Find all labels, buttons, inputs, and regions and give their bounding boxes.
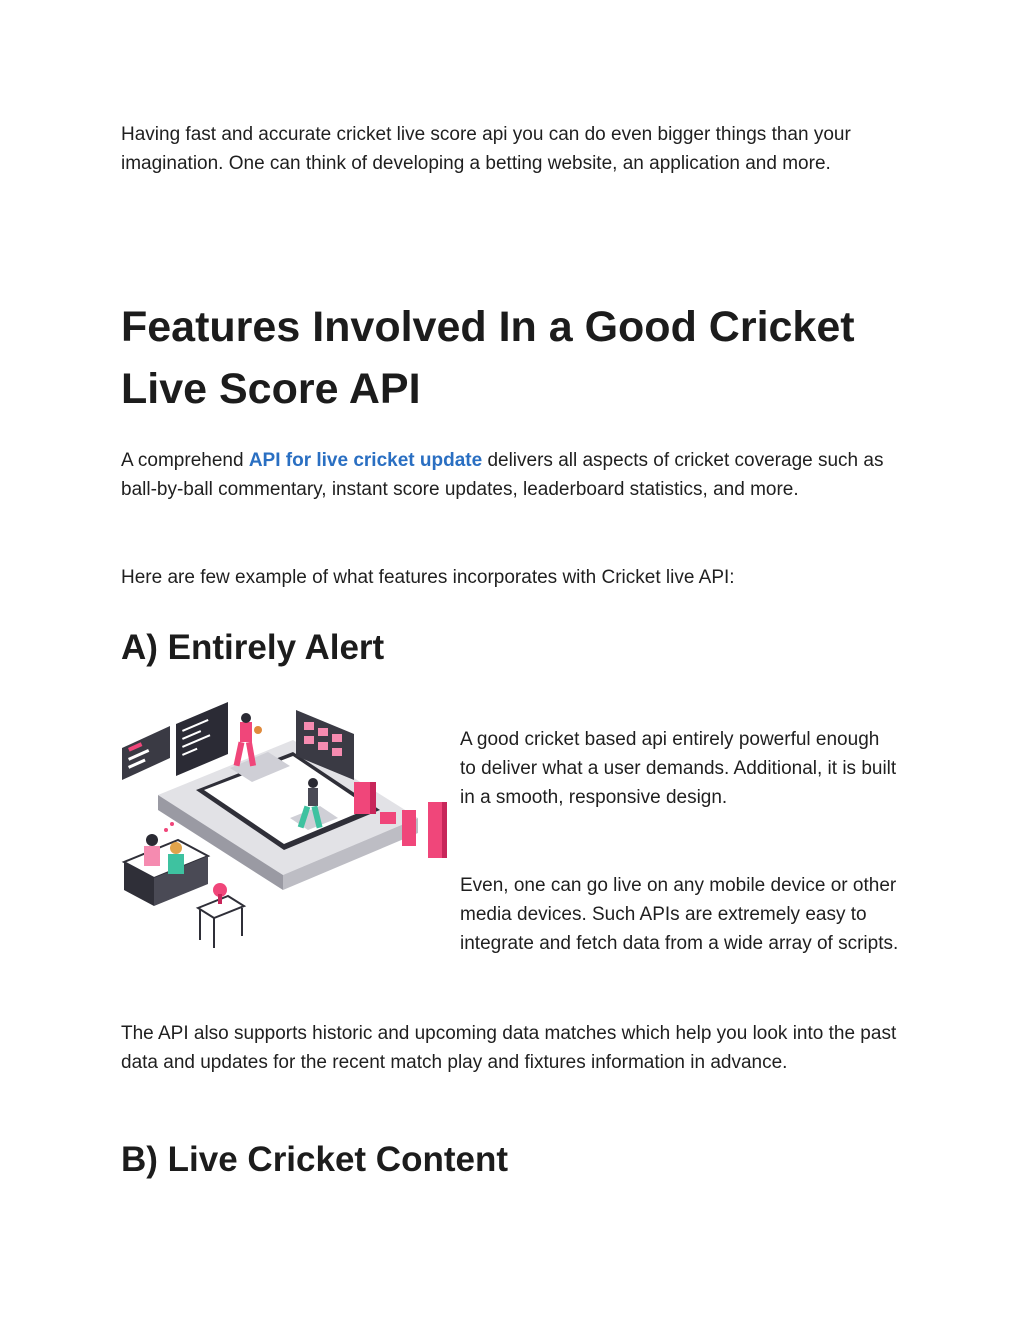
comprehend-paragraph [121, 446, 901, 504]
historic-paragraph: The API also supports historic and upcoming data matches which help you look into the past data and updates for the recent match play and fixtures information in advance. [121, 1023, 897, 1073]
comprehend-before: A comprehend [121, 450, 244, 471]
cricket-app-illustration [118, 700, 448, 952]
intro-paragraph: Having fast and accurate cricket live score api you can do even bigger things than your imagination. One can think of developing a betting website, an application and more. [121, 124, 851, 174]
section-a-paragraph-2: Even, one can go live on any mobile device or other media devices. Such APIs are extremely easy to integrate and fetch data from a wide array of scripts. [460, 875, 899, 954]
page-title: Features Involved In a Good Cricket Live Score API [121, 303, 855, 413]
section-a-paragraph-1: A good cricket based api entirely powerful enough to deliver what a user demands. Additional, it is built in a smooth, responsive design. [460, 729, 897, 808]
section-b-title: B) Live Cricket Content [121, 1140, 508, 1179]
section-a-title: A) Entirely Alert [121, 628, 385, 667]
examples-intro: Here are few example of what features incorporates with Cricket live API: [121, 567, 735, 588]
api-live-cricket-link[interactable]: API for live cricket update [248, 450, 483, 471]
comprehend-after: delivers all aspects of cricket coverage such as ball-by-ball commentary, instant score updates, leaderboard statistics, and more. [121, 450, 884, 500]
